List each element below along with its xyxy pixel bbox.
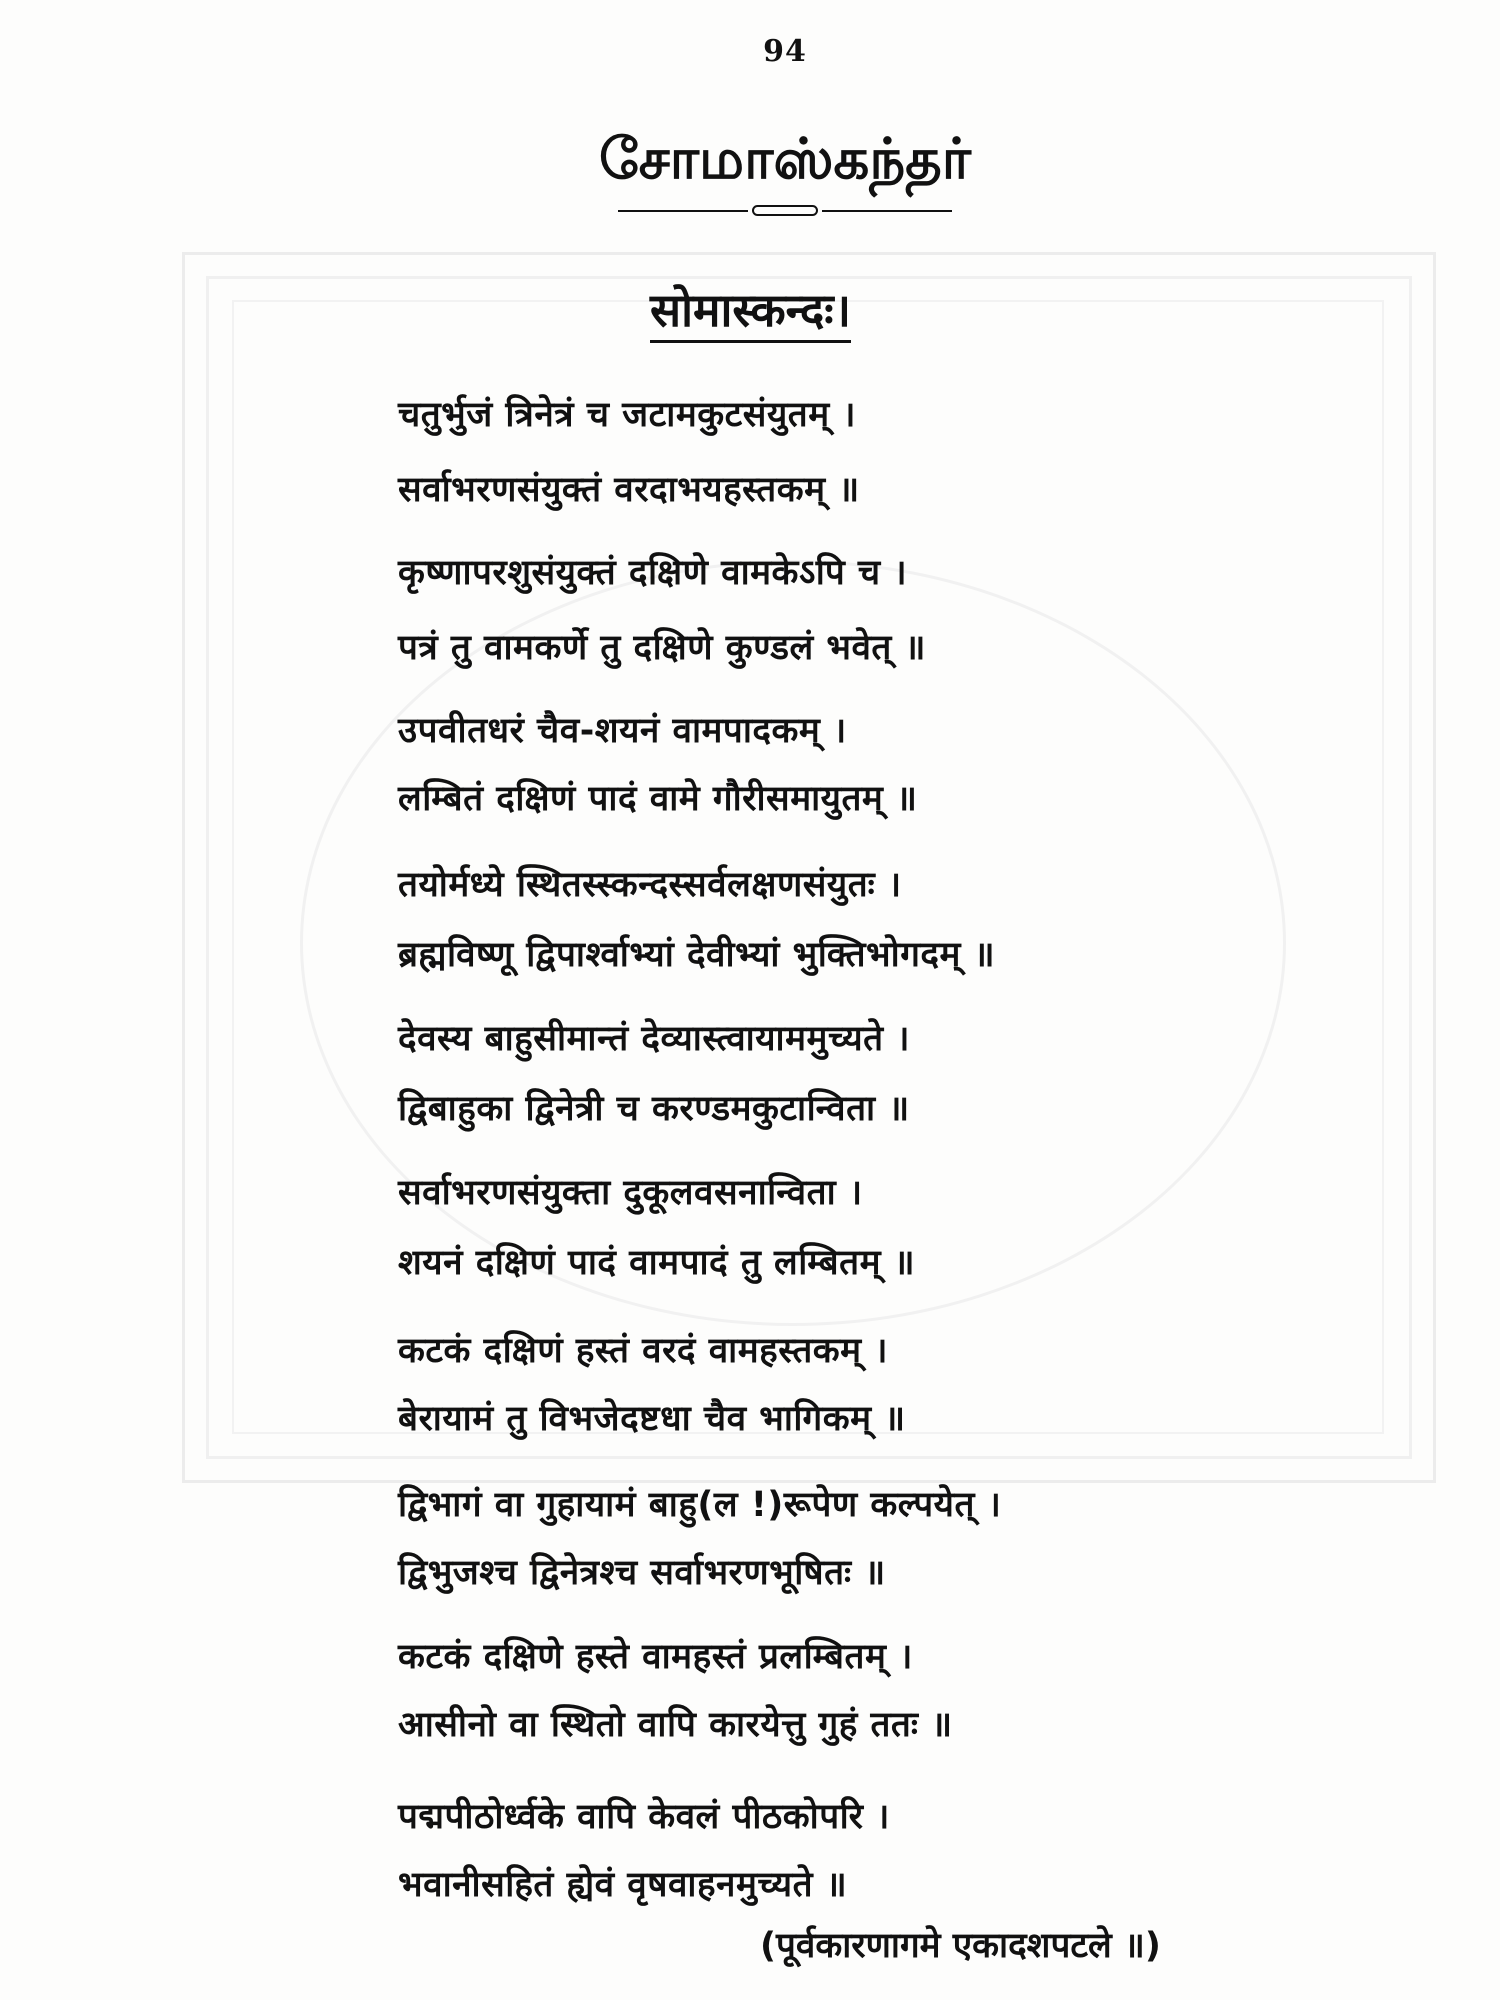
verse-line: बेरायामं तु विभजेदष्टधा चैव भागिकम् ॥ xyxy=(398,1399,906,1439)
verse-line: लम्बितं दक्षिणं पादं वामे गौरीसमायुतम् ॥ xyxy=(398,779,918,819)
verse-line: द्विभागं वा गुहायामं बाहु(ल !)रूपेण कल्पयेत् । xyxy=(398,1485,1002,1525)
verse-line: कटकं दक्षिणे हस्ते वामहस्तं प्रलम्बितम् । xyxy=(398,1637,913,1677)
verse-line: पत्रं तु वामकर्णे तु दक्षिणे कुण्डलं भवेत् ॥ xyxy=(398,628,927,668)
verse-line: उपवीतधरं चैव-शयनं वामपादकम् । xyxy=(398,711,847,751)
title-ornament-divider xyxy=(618,204,952,218)
page-number: 94 xyxy=(763,34,807,69)
verse-line: देवस्य बाहुसीमान्तं देव्यास्त्वायाममुच्यते । xyxy=(398,1019,911,1059)
divider-line xyxy=(822,210,952,212)
verse-line: सर्वाभरणसंयुक्ता दुकूलवसनान्विता । xyxy=(398,1173,863,1213)
page-title-tamil: சோமாஸ்கந்தர் xyxy=(599,127,971,192)
verse-line: कृष्णापरशुसंयुक्तं दक्षिणे वामकेऽपि च । xyxy=(398,553,908,593)
verse-line: चतुर्भुजं त्रिनेत्रं च जटामकुटसंयुतम् । xyxy=(398,395,857,435)
verse-line: द्विबाहुका द्विनेत्री च करण्डमकुटान्विता ॥ xyxy=(398,1089,910,1129)
verse-line: ब्रह्मविष्णू द्विपार्श्वाभ्यां देवीभ्यां भुक्तिभोगदम् ॥ xyxy=(398,935,996,975)
verse-line: भवानीसहितं ह्येवं वृषवाहनमुच्यते ॥ xyxy=(398,1865,848,1905)
page-title-sanskrit: सोमास्कन्दः। xyxy=(650,282,851,343)
verse-line: सर्वाभरणसंयुक्तं वरदाभयहस्तकम् ॥ xyxy=(398,470,860,510)
verse-line: कटकं दक्षिणं हस्तं वरदं वामहस्तकम् । xyxy=(398,1331,889,1371)
ornament-icon xyxy=(752,205,818,216)
source-citation: (पूर्वकारणागमे एकादशपटले ॥) xyxy=(760,1926,1161,1966)
verse-line: द्विभुजश्च द्विनेत्रश्च सर्वाभरणभूषितः ॥ xyxy=(398,1553,886,1593)
divider-line xyxy=(618,210,748,212)
verse-line: आसीनो वा स्थितो वापि कारयेत्तु गुहं ततः ॥ xyxy=(398,1705,953,1745)
verse-line: तयोर्मध्ये स्थितस्स्कन्दस्सर्वलक्षणसंयुतः । xyxy=(398,865,902,905)
verse-line: पद्मपीठोर्ध्वके वापि केवलं पीठकोपरि । xyxy=(398,1797,890,1837)
verse-line: शयनं दक्षिणं पादं वामपादं तु लम्बितम् ॥ xyxy=(398,1243,916,1283)
